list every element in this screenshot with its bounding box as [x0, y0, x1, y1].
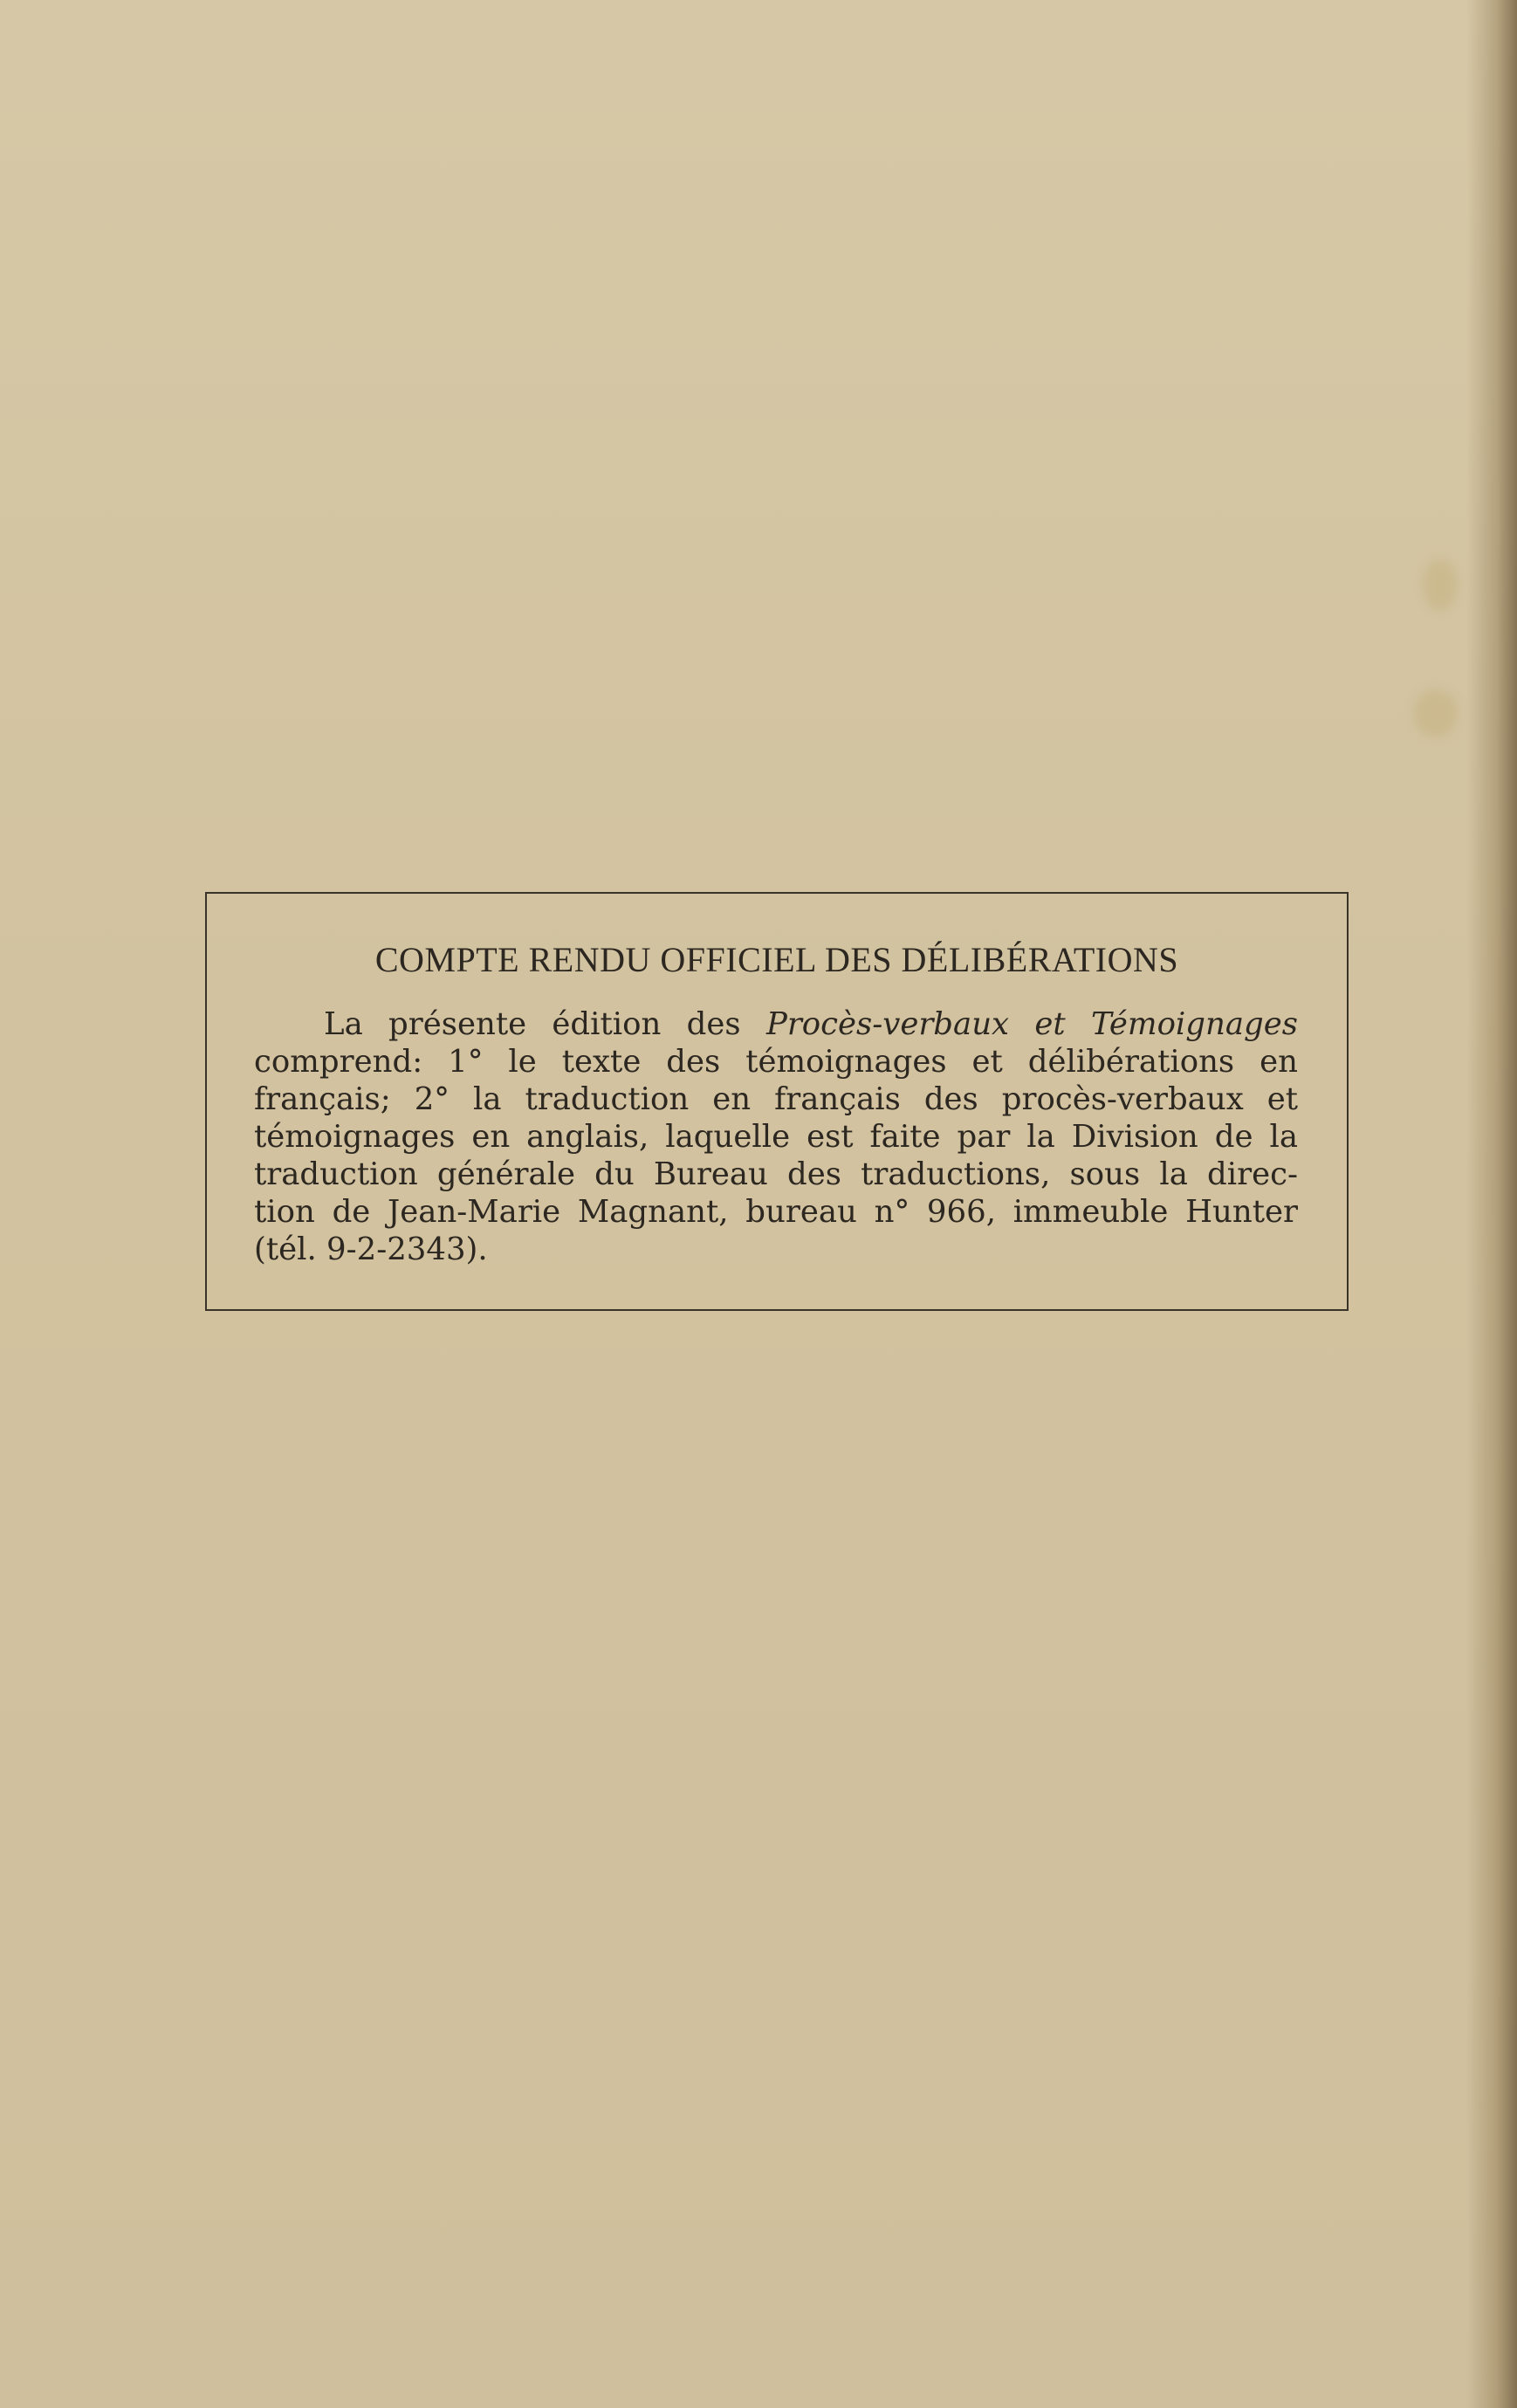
notice-box	[205, 892, 1349, 1311]
notice-line: traduction générale du Bureau des traductions, sous la direc-	[254, 1156, 1298, 1192]
notice-line: français; 2° la traduction en français des procès-verbaux et	[254, 1081, 1298, 1117]
notice-italic-title: Procès-verbaux et Témoignages	[765, 1006, 1298, 1042]
notice-line: tion de Jean-Marie Magnant, bureau n° 966, immeuble Hunter	[254, 1194, 1298, 1230]
notice-body	[254, 1005, 1298, 1268]
notice-line: comprend: 1° le texte des témoignages et délibérations en	[254, 1044, 1298, 1080]
paper-stain	[1423, 559, 1458, 611]
notice-title: COMPTE RENDU OFFICIEL DES DÉLIBÉRATIONS	[374, 940, 1179, 979]
notice-line: témoignages en anglais, laquelle est faite par la Division de la	[254, 1119, 1298, 1155]
paper-stain	[1414, 689, 1458, 737]
notice-line-text: La présente édition des	[324, 1006, 766, 1042]
notice-line: (tél. 9-2-2343).	[254, 1231, 488, 1267]
notice-line	[254, 1005, 1298, 1043]
